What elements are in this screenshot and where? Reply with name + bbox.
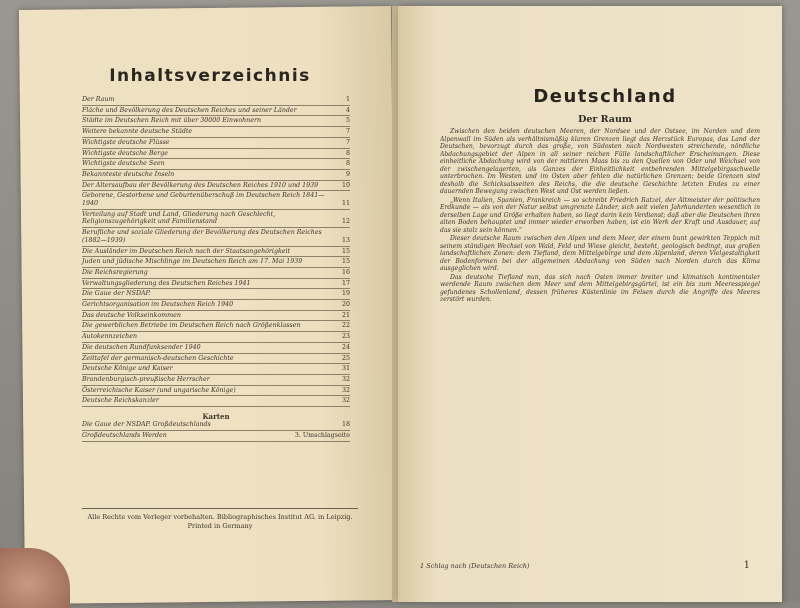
toc-entry-row [82,211,350,226]
toc-entry-page: 9 [345,170,350,178]
toc-entry-page: 13 [342,236,351,244]
toc-entry-row [82,160,350,168]
toc-entry-label: Berufliche und soziale Gliederung der Bevölkerung des Deutschen Reiches (1882—1939) [82,229,322,244]
map-entry-row [82,421,350,429]
toc-entry-row [82,280,350,288]
toc-entry-page: 32 [341,397,350,405]
toc-divider [82,209,350,210]
toc-entry-label: Österreichische Kaiser (und ungarische Könige) [82,386,236,394]
toc-entry-label: Der Altersaufbau der Bevölkerung des Deutschen Reiches 1910 und 1939 [82,181,319,189]
toc-entry-label: Deutsche Könige und Kaiser [82,365,173,373]
toc-entry-page: 7 [345,138,350,146]
map-entry-page: 3. Umschlagseite [294,431,350,439]
toc-entry-row [82,248,350,256]
toc-divider [82,430,350,431]
printed-note: Printed in Germany [187,522,253,530]
toc-divider [82,288,350,289]
map-entry-label: Die Gaue der NSDAP. Großdeutschlands [82,421,211,429]
toc-entry-row [82,290,350,298]
toc-entry-page: 8 [345,160,350,168]
toc-divider [82,246,350,247]
page-footer [420,562,750,570]
body-paragraph: „Wenn Italien, Spanien, Frankreich — so schreibt Friedrich Ratzel, der Altmeister der politischen Erdkunde — als von der Natur selbst umgrenzte Länder, sich seit vielen Jahrhunderten wesentlich in derselben Lage und Größe erhalten haben, so liegt darin kein Verdienst; daß aber die Deutschen ihren alten Boden behauptet und immer wieder erworben haben, ist ein Werk der Kraft und Ausdauer, auf das sie stolz sein können.“ [440,196,760,234]
footer-signature: 1 Schlag nach (Deutschen Reich) [420,562,530,570]
maps-heading: Karten [202,412,230,422]
toc-entry-page: 1 [345,96,350,103]
toc-entry-page: 17 [341,279,350,287]
toc-divider [82,278,350,279]
page-number: 1 [743,560,750,571]
toc-entry-row [82,96,350,104]
toc-entry-page: 16 [341,268,350,276]
toc-entry-label: Verteilung auf Stadt und Land, Gliederung nach Geschlecht, Religionszugehörigkeit und Familienstand [82,210,276,226]
toc-entry-page: 21 [341,311,350,319]
toc-divider [82,353,350,354]
toc-entry-label: Die deutschen Rundfunksender 1940 [82,343,201,351]
toc-divider [82,180,350,181]
toc-entry-label: Die Gaue der NSDAP. [82,290,151,298]
toc-entry-row [82,376,350,384]
toc-entry-label: Zeittafel der germanisch-deutschen Geschichte [82,354,234,362]
toc-entry-page: 22 [341,322,350,330]
map-entry-page: 18 [341,421,350,429]
toc-divider [82,169,350,170]
toc-divider [82,320,350,321]
toc-entry-row [82,312,350,320]
toc-entry-label: Das deutsche Volkseinkommen [82,311,181,319]
toc-entry-row [82,128,350,136]
toc-entry-label: Weitere bekannte deutsche Städte [82,128,193,136]
toc-divider [82,385,350,386]
toc-entry-label: Bekannteste deutsche Inseln [82,170,175,178]
toc-entry-row [82,322,350,330]
chapter-title: Deutschland [533,86,677,107]
toc-entry-row [82,333,350,341]
toc-entry-label: Autokennzeichen [82,333,137,341]
toc-divider [82,331,350,332]
toc-entry-label: Wichtigste deutsche Flüsse [82,138,170,146]
toc-entry-label: Wichtigste deutsche Seen [82,160,165,168]
toc-list [82,96,350,443]
body-paragraph: Dieser deutsche Raum zwischen den Alpen und dem Meer, der einem bunt gewirkten Teppich mit seinem ständigen Wechsel von Wald, Feld und Wiese gleicht, besteht, geologisch bedingt, aus großen landschaftlichen Zonen: dem Tiefland, dem Mittelgebirge und dem Alpenland, deren Vielgestaltigkeit der Bodenformen bei der allgemeinen Abdachung von Süden nach Norden durch das Klima ausgeglichen wird. [440,235,760,272]
toc-entry-row [82,355,350,363]
rights-note: Alle Rechte vom Verleger vorbehalten. Bibliographisches Institut AG. in Leipzig. [87,513,353,521]
toc-entry-row [82,192,350,207]
toc-entry-row [82,397,350,405]
toc-entry-page: 23 [341,333,350,341]
toc-entry-label: Verwaltungsgliederung des Deutschen Reiches 1941 [82,279,251,287]
body-text [440,128,760,544]
toc-divider [82,137,350,138]
toc-entry-row [82,269,350,277]
toc-entry-page: 4 [345,106,350,114]
toc-entry-label: Die Ausländer im Deutschen Reich nach der Staatsangehörigkeit [82,247,291,255]
toc-entry-page: 25 [341,354,350,362]
toc-divider [82,441,350,442]
toc-title: Inhaltsverzeichnis [109,66,311,86]
toc-entry-page: 10 [341,181,350,189]
toc-entry-label: Brandenburgisch-preußische Herrscher [82,375,210,383]
toc-divider [82,310,350,311]
toc-entry-page: 24 [341,343,350,351]
toc-entry-page: 15 [341,247,350,255]
toc-entry-row [82,107,350,115]
publisher-note [82,508,358,531]
toc-divider [82,115,350,116]
toc-entry-page: 20 [341,301,350,309]
toc-entry-label: Gerichtsorganisation im Deutschen Reich 1940 [82,301,234,309]
toc-divider [82,190,350,191]
toc-entry-page: 11 [342,200,351,208]
toc-entry-label: Der Raum [82,96,115,103]
toc-divider [82,395,350,396]
toc-divider [82,363,350,364]
toc-entry-label: Die gewerblichen Betriebe im Deutschen Reich nach Größenklassen [82,322,301,330]
toc-entry-page: 32 [341,386,350,394]
toc-entry-page: 15 [341,258,350,266]
toc-entry-row [82,229,350,244]
toc-divider [82,256,350,257]
toc-entry-page: 32 [341,375,350,383]
toc-divider [82,267,350,268]
toc-entry-label: Juden und jüdische Mischlinge im Deutschen Reich am 17. Mai 1939 [82,258,303,266]
toc-entry-page: 31 [341,365,350,373]
toc-divider [82,406,350,407]
toc-entry-row [82,139,350,147]
toc-divider [82,374,350,375]
toc-entry-label: Wichtigste deutsche Berge [82,149,169,157]
toc-divider [82,105,350,106]
toc-entry-row [82,258,350,266]
toc-divider [82,299,350,300]
toc-entry-label: Fläche und Bevölkerung des Deutschen Reiches und seiner Länder [82,106,297,114]
toc-entry-label: Städte im Deutschen Reich mit über 30000 Einwohnern [82,117,262,125]
toc-entry-page: 8 [345,149,350,157]
section-title: Der Raum [578,114,632,125]
toc-divider [82,342,350,343]
toc-entry-page: 12 [342,218,351,226]
body-paragraph: Das deutsche Tiefland nun, das sich nach Osten immer breiter und klimatisch kontinentaler werdende Raum zwischen dem Meer und dem Mittelgebirgsgürtel, ist ein bis zum Meeresspiegel gefundenes Schollenland, dessen früheres Küstenlinie im Felsen durch die Angriffe des Meeres zerstört wurden. [440,273,760,303]
toc-entry-row [82,117,350,125]
toc-divider [82,158,350,159]
toc-entry-row [82,387,350,395]
toc-entry-label: Geborene, Gestorbene und Geburtenüberschuß im Deutschen Reich 1841—1940 [82,192,325,208]
toc-divider [82,148,350,149]
toc-divider [82,227,350,228]
toc-entry-row [82,301,350,309]
toc-entry-page: 7 [345,128,350,136]
toc-entry-label: Die Reichsregierung [82,268,148,276]
toc-entry-label: Deutsche Reichskanzler [82,397,159,405]
toc-divider [82,126,350,127]
toc-entry-row [82,182,350,190]
map-entry-label: Großdeutschlands Werden [82,431,167,439]
toc-entry-row [82,365,350,373]
toc-entry-row [82,344,350,352]
toc-entry-row [82,150,350,158]
toc-entry-page: 5 [345,117,350,125]
body-paragraph: Zwischen den beiden deutschen Meeren, der Nordsee und der Ostsee, im Norden und dem Alpenwall im Süden als verhältnismäßig klaren Grenzen liegt das Herzstück Europas, das Land der Deutschen, bevorzugt durch das große, von Südosten nach Nordwesten streichende, nördliche Abdachungsgebiet der Alpen in all seiner reichen Fülle landschaftlicher Erscheinungen. Diese einheitliche Abdachung wird von der mittleren Maas bis zu den Quellen von Oder und Weichsel von der zwischengelagerten, als Ganzes der Einheitlichkeit entbehrenden Mittelgebirgsschwelle unterbrochen. Im Westen und im Osten aber fehlen die natürlichen Grenzen; beide Grenzen sind deshalb die Schicksalsseiten des Reichs, die die deutsche Geschichte letzten Endes zu einer dauernden Bewegung zwischen West und Ost werden ließen. [440,128,760,195]
toc-entry-row [82,171,350,179]
map-entry-row [82,432,350,440]
toc-entry-page: 19 [341,290,350,298]
